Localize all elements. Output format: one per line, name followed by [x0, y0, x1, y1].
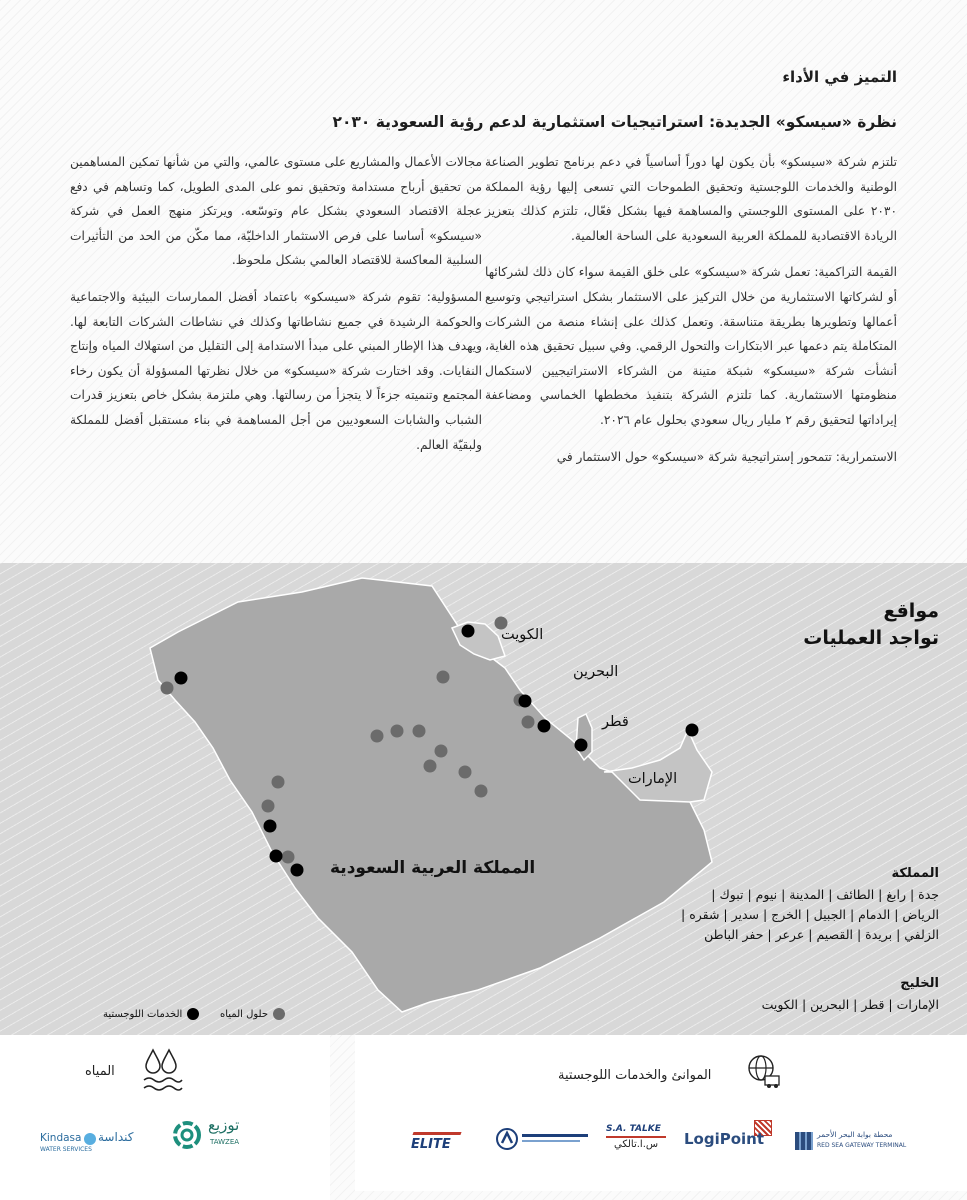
red-sea-logo-en: RED SEA GATEWAY TERMINAL: [817, 1142, 907, 1149]
logistics-marker: [575, 739, 588, 752]
elite-logo-text: ELITE: [411, 1137, 451, 1152]
cities-line: جدة | رابغ | الطائف | المدينة | نيوم | تبوك |: [711, 887, 939, 902]
water-marker: [371, 730, 384, 743]
label-uae: الإمارات: [628, 771, 678, 787]
legend-water-dot: [273, 1008, 285, 1020]
ports-logistics-label: الموانئ والخدمات اللوجستية: [558, 1068, 712, 1083]
water-marker: [161, 682, 174, 695]
map-title-line: تواجد العمليات: [803, 627, 939, 649]
label-bahrain: البحرين: [573, 664, 619, 680]
cities-line: الزلفي | بريدة | القصيم | عرعر | حفر الباطن: [704, 927, 939, 942]
logistics-marker: [291, 864, 304, 877]
logistics-marker: [462, 625, 475, 638]
sa-talke-underline: [606, 1136, 666, 1138]
tawzea-mark-icon: [172, 1120, 202, 1150]
paragraph: القيمة التراكمية: تعمل شركة «سيسكو» على خلق القيمة سواء كان ذلك لشركائها أو لشركاتها الاستثمارية من خلال التركيز على الاستثمار بشكل استراتيجي وتوسيع أعمالها وتطويرها بطريقة متناسقة. وتعمل كذلك على إنشاء منصة من الشركات المتكاملة يتم دعمها عبر الابتكارات والتحول الرقمي. وفي سبيل تحقيق هذه الغاية، أنشأت شركة «سيسكو» شبكة متينة من الشركاء الاستراتيجيين لاستكمال منظومتها الاستثمارية. كما تلتزم الشركة بتنفيذ مخططها الخماسي ومضاعفة إيراداتها لتحقيق رقم ٢ مليار ريال سعودي بحلول عام ٢٠٢٦.: [485, 265, 897, 427]
logistics-marker: [264, 820, 277, 833]
kindasa-mark-icon: [84, 1133, 96, 1145]
water-marker: [522, 716, 535, 729]
map-title-line: مواقع: [883, 600, 939, 622]
legend-logistics-label: الخدمات اللوجستية: [103, 1008, 183, 1020]
logipoint-logo-text: LogiPoint: [684, 1130, 765, 1148]
paragraph: مجالات الأعمال والمشاريع على مستوى عالمي، والتي من شأنها تمكين المساهمين من تحقيق أرباح مستدامة وتحقيق نمو على المدى الطويل، كما وتساهم في دفع عجلة الاقتصاد السعودي بشكل عام وتوسّعه. ويرتكز منهج العمل في شركة «سيسكو» أساسا على فرص الاستثمار الداخليّة، مما مكّن من الحد من التأثيرات السلبية المعاكسة للاقتصاد العالمي بشكل ملحوظ.: [70, 155, 482, 268]
red-sea-logo-ar: محطة بوابة البحر الأحمر: [817, 1130, 893, 1139]
label-saudi-arabia: المملكة العربية السعودية: [330, 858, 536, 878]
cities-line: الرياض | الدمام | الجبيل | الخرج | سدير | شقره |: [681, 907, 939, 922]
kindasa-logo: [40, 1130, 132, 1156]
elite-logo: [411, 1132, 467, 1154]
water-marker: [435, 745, 448, 758]
page-title: نظرة «سيسكو» الجديدة: استراتيجيات استثمارية لدعم رؤية السعودية ٢٠٣٠: [332, 113, 897, 131]
kindasa-logo-en: Kindasa: [40, 1132, 82, 1144]
paragraph: المسؤولية: تقوم شركة «سيسكو» باعتماد أفضل الممارسات البيئية والاجتماعية والحوكمة الرشيدة في جميع نشاطاتها وكذلك في نشاطات الشركات التابعة لها. ويهدف هذا الإطار المبني على مبدأ الاستدامة إلى التقليل من استهلاك المياه وإنتاج النفايات. وقد اختارت شركة «سيسكو» من خلال نظرتها المسؤولة أن يكون رخاء المجتمع وتنميته جزءاً لا يتجزأ من رسالتها. وهي ملتزمة بشكل خاص بتعزيز قدرات الشباب والشابات السعوديين من أجل المساهمة في بناء مستقبل أفضل للمملكة ولبقيّة العالم.: [70, 289, 482, 452]
gulf-cities-title: الخليج: [900, 976, 939, 991]
legend-water-label: حلول المياه: [220, 1008, 269, 1020]
sa-talke-logo-en: S.A. TALKE: [606, 1124, 661, 1134]
tawzea-logo: [172, 1116, 252, 1156]
legend-logistics-dot: [187, 1008, 199, 1020]
label-qatar: قطر: [602, 714, 629, 730]
water-marker: [391, 725, 404, 738]
legend-water: [220, 1008, 285, 1020]
gulf-cities: [649, 976, 939, 1015]
logistics-marker: [519, 695, 532, 708]
legend-logistics: [103, 1008, 199, 1020]
logistics-marker: [686, 724, 699, 737]
support-services-bar: [522, 1134, 588, 1137]
kingdom-cities-title: المملكة: [891, 866, 939, 881]
logistics-marker: [538, 720, 551, 733]
water-marker: [437, 671, 450, 684]
map-title: [803, 598, 939, 652]
water-drops-icon: [140, 1046, 184, 1098]
support-services-mark-icon: [496, 1128, 518, 1150]
logistics-marker: [270, 850, 283, 863]
water-marker: [475, 785, 488, 798]
paragraph: الاستمرارية: تتمحور إستراتيجية شركة «سيسكو» حول الاستثمار في: [556, 449, 897, 464]
sa-talke-logo: [606, 1124, 668, 1154]
red-sea-mark-icon: [795, 1132, 813, 1150]
elite-swoosh: [412, 1132, 461, 1135]
water-marker: [459, 766, 472, 779]
paragraph: تلتزم شركة «سيسكو» بأن يكون لها دوراً أساسياً في دعم برنامج تطوير الصناعة الوطنية والخدمات اللوجستية وتحقيق الطموحات التي تسعى إليها رؤية المملكة ٢٠٣٠ على المستوى اللوجستي والمساهمة فيها بشكل فعّال، تلتزم كذلك بتعزيز الريادة الاقتصادية للمملكة العربية السعودية على الساحة العالمية.: [485, 155, 897, 243]
sa-talke-logo-ar: س.ا.تالكي: [614, 1139, 659, 1150]
support-services-bar: [522, 1140, 580, 1142]
water-marker: [282, 851, 295, 864]
water-sector-label: المياه: [85, 1064, 115, 1079]
water-marker: [272, 776, 285, 789]
saudi-arabia-shape: [150, 578, 712, 1012]
water-marker: [262, 800, 275, 813]
water-marker: [413, 725, 426, 738]
label-kuwait: الكويت: [501, 627, 544, 643]
section-kicker: التميز في الأداء: [782, 68, 897, 86]
kindasa-logo-sub: WATER SERVICES: [40, 1146, 92, 1153]
globe-truck-icon: [745, 1052, 783, 1090]
ports-logistics-panel: [355, 1035, 967, 1191]
logipoint-logo: [684, 1120, 780, 1154]
tawzea-logo-en: TAWZEA: [210, 1138, 240, 1146]
tawzea-logo-ar: توزيع: [208, 1116, 240, 1134]
water-marker: [424, 760, 437, 773]
support-services-logo: [496, 1126, 592, 1154]
cities-line: الإمارات | قطر | البحرين | الكويت: [761, 997, 939, 1012]
red-sea-gateway-logo: [795, 1130, 913, 1156]
kingdom-cities: [649, 866, 939, 945]
logistics-marker: [175, 672, 188, 685]
kindasa-logo-ar: كنداسة: [98, 1130, 134, 1144]
